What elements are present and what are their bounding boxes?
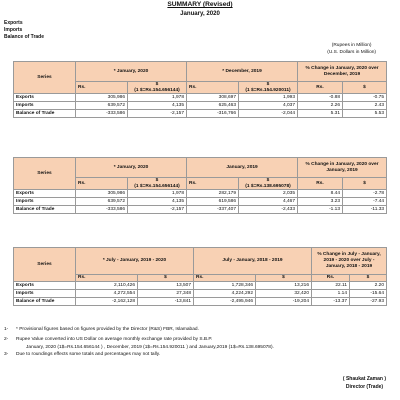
cell: -2,157 xyxy=(128,110,187,118)
cell: -1.13 xyxy=(298,206,343,214)
cell: -2,433 xyxy=(239,206,298,214)
cell: 13,507 xyxy=(138,282,194,290)
col-header-current: * July - January, 2019 - 2020 xyxy=(76,248,194,275)
cell: 1,728,346 xyxy=(194,282,256,290)
cell: -11.33 xyxy=(343,206,387,214)
col-header-compare: July - January, 2018 - 2019 xyxy=(194,248,312,275)
table-row xyxy=(14,198,387,206)
footnote-text: * Provisional figures based on figures provided by the Director (R&S) FBR, Islamabad. xyxy=(16,327,199,332)
cell: 305,986 xyxy=(76,94,128,102)
table-row xyxy=(14,282,387,290)
cell: -333,586 xyxy=(76,206,128,214)
label-balance-of-trade: Balance of Trade xyxy=(4,34,45,40)
table-row xyxy=(14,94,387,102)
table-row xyxy=(14,102,387,110)
cell: -19,204 xyxy=(256,298,312,306)
sub-header-usd: $ xyxy=(343,178,387,190)
table-row xyxy=(14,190,387,198)
sub-header-usd: $ xyxy=(256,275,312,282)
row-label: Balance of Trade xyxy=(14,298,76,306)
cell: 305,986 xyxy=(76,190,128,198)
cell: 1.14 xyxy=(312,290,350,298)
cell: -27.93 xyxy=(350,298,387,306)
cell: -2,044 xyxy=(239,110,298,118)
signature-block xyxy=(343,376,386,391)
series-header: Series xyxy=(14,158,76,190)
cell: -7.44 xyxy=(343,198,387,206)
signatory-name: ( Shaukat Zaman ) xyxy=(342,376,386,382)
sub-header-rs: Rs. xyxy=(194,275,256,282)
sub-header-usd: $ (1 $=Rs.154.656144) xyxy=(128,178,187,190)
row-label: Imports xyxy=(14,290,76,298)
page-title: SUMMARY (Revised) xyxy=(167,1,233,8)
cell: 2,110,426 xyxy=(76,282,138,290)
cell: -0.75 xyxy=(343,94,387,102)
cell: -316,766 xyxy=(187,110,239,118)
sub-header-usd: $ (1 $=Rs.154.920011) xyxy=(239,82,298,94)
cell: 1,993 xyxy=(239,94,298,102)
cell: 1,978 xyxy=(128,190,187,198)
row-label: Exports xyxy=(14,282,76,290)
cell: 32,420 xyxy=(256,290,312,298)
sub-header-rs: Rs. xyxy=(187,82,239,94)
sub-header-rs: Rs. xyxy=(298,82,343,94)
series-header: Series xyxy=(14,62,76,94)
footnote xyxy=(4,351,396,358)
cell: 22.11 xyxy=(312,282,350,290)
footnote-number: 1- xyxy=(4,327,9,332)
sub-header-usd: $ (1 $=Rs.138.695078) xyxy=(239,178,298,190)
table-row xyxy=(14,298,387,306)
row-label: Balance of Trade xyxy=(14,206,76,214)
cell: 13,216 xyxy=(256,282,312,290)
footnote xyxy=(4,326,396,333)
sub-header-rs: Rs. xyxy=(76,178,128,190)
cell: 5.31 xyxy=(298,110,343,118)
cell: 2.20 xyxy=(350,282,387,290)
footnote-number: 3- xyxy=(4,351,9,357)
col-header-compare: January, 2019 xyxy=(187,158,298,178)
summary-table-3 xyxy=(13,247,387,306)
sub-header-rs: Rs. xyxy=(312,275,350,282)
col-header-current: * January, 2020 xyxy=(76,158,187,178)
row-label: Exports xyxy=(14,94,76,102)
table-row xyxy=(14,290,387,298)
footnotes xyxy=(4,326,396,358)
sub-header-rs: Rs. xyxy=(76,82,128,94)
table-row xyxy=(14,206,387,214)
cell: 27,348 xyxy=(138,290,194,298)
label-imports: Imports xyxy=(4,27,23,33)
col-header-compare: * December, 2019 xyxy=(187,62,298,82)
row-label: Imports xyxy=(14,198,76,206)
footnote xyxy=(4,344,396,351)
cell: 3.23 xyxy=(298,198,343,206)
units-note xyxy=(327,42,376,56)
sub-header-usd: $ xyxy=(350,275,387,282)
cell: -13.37 xyxy=(312,298,350,306)
cell: 2,035 xyxy=(239,190,298,198)
cell: 4,467 xyxy=(239,198,298,206)
cell: 639,572 xyxy=(76,102,128,110)
col-header-change: % Change in July - January, 2019 - 2020 over July - January, 2018 - 2019 xyxy=(312,248,387,275)
col-header-change: % Change in January, 2020 over January, 2019 xyxy=(298,158,387,178)
footnote-number: 2- xyxy=(4,337,9,343)
footnote-text: Rupee Value converted into US Dollar on average monthly exchange rate provided by S.B.P. xyxy=(16,337,213,343)
cell: -0.88 xyxy=(298,94,343,102)
cell: 625,463 xyxy=(187,102,239,110)
cell: -2.78 xyxy=(343,190,387,198)
page-subtitle: January, 2020 xyxy=(180,10,220,17)
cell: 1,978 xyxy=(128,94,187,102)
cell: -13,841 xyxy=(138,298,194,306)
col-header-change: % Change in January, 2020 over December, 2019 xyxy=(298,62,387,82)
cell: 2.26 xyxy=(298,102,343,110)
series-header: Series xyxy=(14,248,76,282)
cell: 4,272,554 xyxy=(76,290,138,298)
row-label: Balance of Trade xyxy=(14,110,76,118)
cell: 4,135 xyxy=(128,198,187,206)
sub-header-usd: $ xyxy=(138,275,194,282)
sub-header-usd: $ xyxy=(343,82,387,94)
signatory-role: Director (Trade) xyxy=(345,383,384,390)
summary-table-2 xyxy=(13,157,387,214)
cell: -2,162,128 xyxy=(76,298,138,306)
label-exports: Exports xyxy=(4,20,23,26)
units-dollars: (U.S. Dollars in Million) xyxy=(327,50,376,55)
table-row xyxy=(14,110,387,118)
sub-header-rs: Rs. xyxy=(187,178,239,190)
cell: 282,179 xyxy=(187,190,239,198)
row-label: Imports xyxy=(14,102,76,110)
cell: -333,586 xyxy=(76,110,128,118)
cell: 619,586 xyxy=(187,198,239,206)
cell: 308,697 xyxy=(187,94,239,102)
col-header-current: * January, 2020 xyxy=(76,62,187,82)
sub-header-rs: Rs. xyxy=(298,178,343,190)
cell: 4,037 xyxy=(239,102,298,110)
cell: 4,224,292 xyxy=(194,290,256,298)
cell: 639,572 xyxy=(76,198,128,206)
units-rupees: (Rupees in Million) xyxy=(331,43,372,48)
cell: 8.44 xyxy=(298,190,343,198)
cell: 2.43 xyxy=(343,102,387,110)
cell: -2,157 xyxy=(128,206,187,214)
footnote xyxy=(4,336,396,343)
summary-table-1 xyxy=(13,61,387,118)
cell: -2,495,946 xyxy=(194,298,256,306)
sub-header-usd: $ (1 $=Rs.154.656144) xyxy=(128,82,187,94)
cell: 5.53 xyxy=(343,110,387,118)
footnote-text: Due to roundings effects some totals and percentages may not tally. xyxy=(16,351,161,357)
footnote-text: January, 2020 (1$=Rs.154.656144 ) , December, 2019 (1$=Rs.154.920011 ) and January,2019 (1$=Rs.138.695078). xyxy=(26,344,274,350)
sub-header-rs: Rs. xyxy=(76,275,138,282)
cell: -15.64 xyxy=(350,290,387,298)
row-label: Exports xyxy=(14,190,76,198)
cell: 4,135 xyxy=(128,102,187,110)
cell: -337,407 xyxy=(187,206,239,214)
